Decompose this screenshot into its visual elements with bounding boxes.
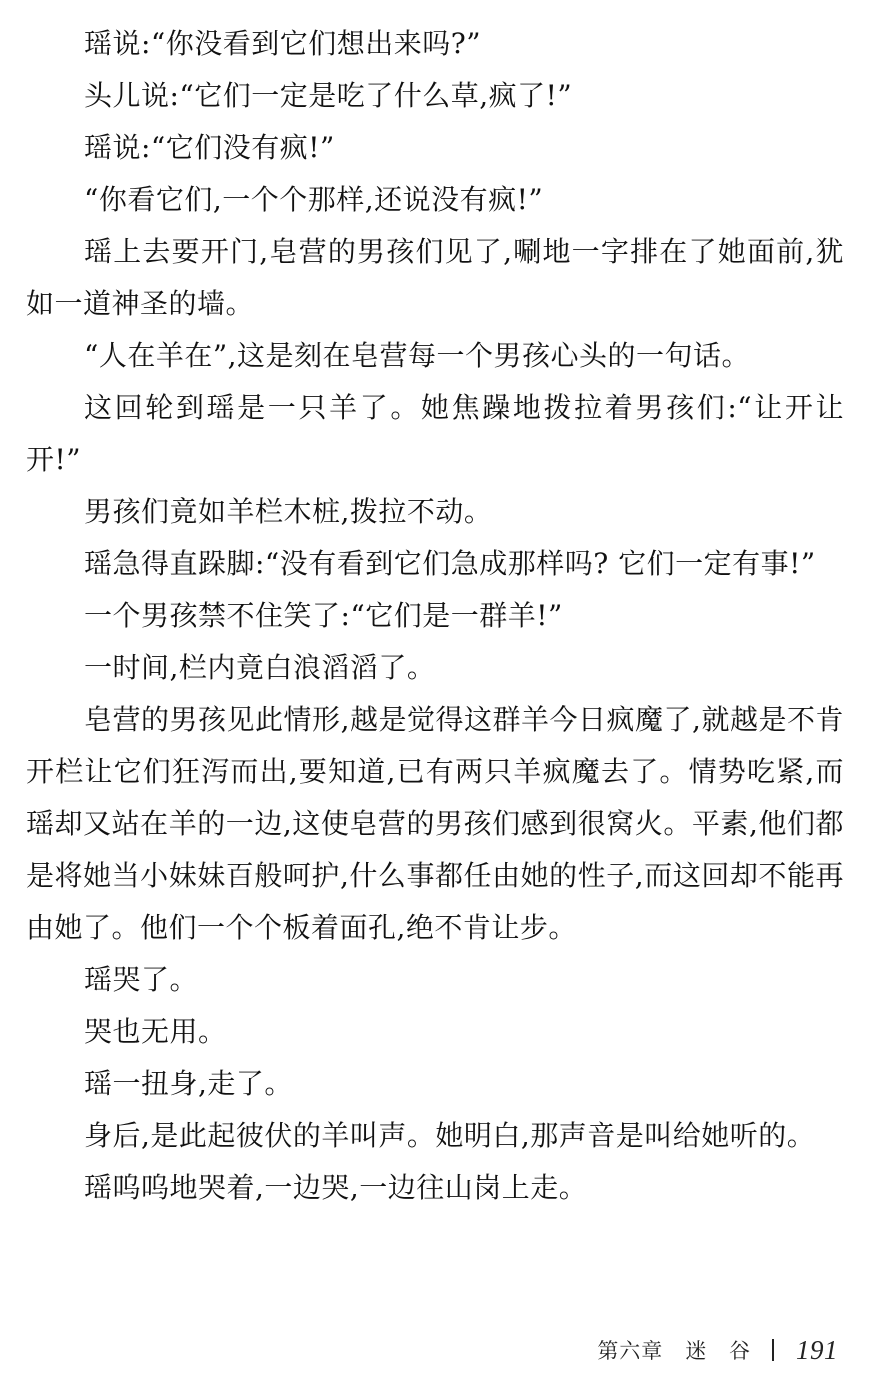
footer-divider — [772, 1339, 774, 1361]
paragraph-4: “你看它们,一个个那样,还说没有疯!” — [84, 183, 544, 216]
chapter-title: 迷 谷 — [685, 1339, 758, 1363]
page-number: 191 — [796, 1334, 838, 1365]
paragraph-17: 瑶呜呜地哭着,一边哭,一边往山岗上走。 — [84, 1171, 588, 1204]
paragraph-6: “人在羊在”,这是刻在皂营每一个男孩心头的一句话。 — [84, 339, 751, 372]
paragraph-10: 一个男孩禁不住笑了:“它们是一群羊!” — [84, 599, 563, 632]
paragraph-5: 瑶上去要开门,皂营的男孩们见了,唰地一字排在了她面前,犹如一道神圣的墙。 — [26, 235, 844, 320]
paragraph-13: 瑶哭了。 — [84, 963, 199, 996]
paragraph-15: 瑶一扭身,走了。 — [84, 1067, 293, 1100]
paragraph-1: 瑶说:“你没看到它们想出来吗?” — [84, 27, 482, 60]
paragraph-14: 哭也无用。 — [84, 1015, 227, 1048]
paragraph-7: 这回轮到瑶是一只羊了。她焦躁地拨拉着男孩们:“让开让开!” — [26, 391, 844, 476]
paragraph-3: 瑶说:“它们没有疯!” — [84, 131, 335, 164]
chapter-label: 第六章 — [597, 1339, 664, 1363]
page-footer — [597, 1330, 838, 1370]
paragraph-2: 头儿说:“它们一定是吃了什么草,疯了!” — [84, 79, 573, 112]
paragraph-9: 瑶急得直跺脚:“没有看到它们急成那样吗? 它们一定有事!” — [84, 547, 816, 580]
paragraph-11: 一时间,栏内竟白浪滔滔了。 — [84, 651, 436, 684]
paragraph-16: 身后,是此起彼伏的羊叫声。她明白,那声音是叫给她听的。 — [84, 1119, 816, 1152]
paragraph-8: 男孩们竟如羊栏木桩,拨拉不动。 — [84, 495, 493, 528]
page-body — [26, 18, 844, 1214]
paragraph-12: 皂营的男孩见此情形,越是觉得这群羊今日疯魔了,就越是不肯开栏让它们狂泻而出,要知道,已有两只羊疯魔去了。情势吃紧,而瑶却又站在羊的一边,这使皂营的男孩们感到很窝火。平素,他们都是将她当小妹妹百般呵护,什么事都任由她的性子,而这回却不能再由她了。他们一个个板着面孔,绝不肯让步。 — [26, 703, 844, 944]
